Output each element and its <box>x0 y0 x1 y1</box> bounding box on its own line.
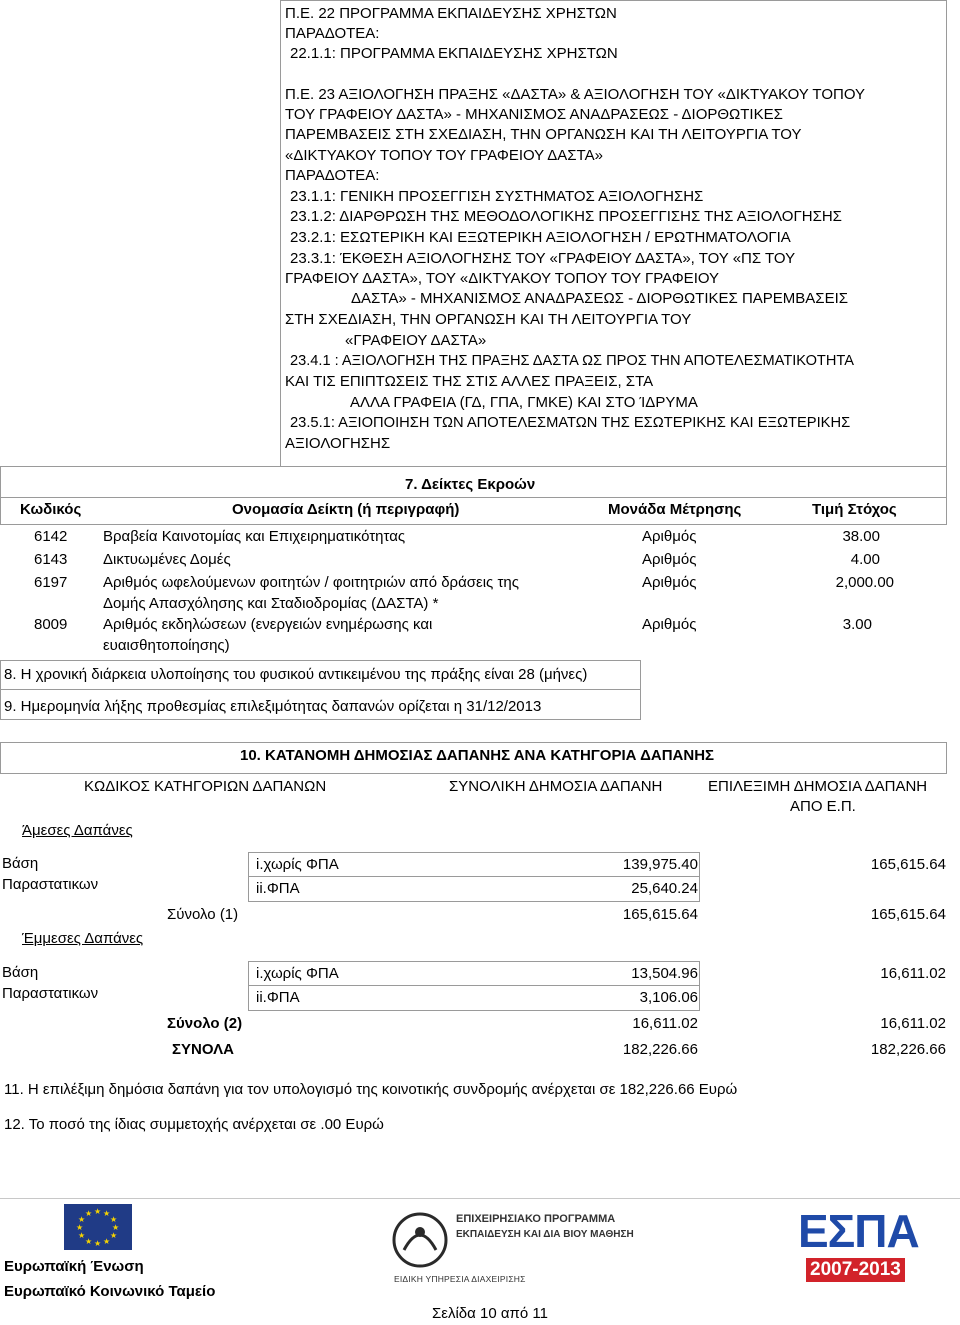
base-label: Βάση <box>2 855 39 872</box>
deliverables-label: ΠΑΡΑΔΟΤΕΑ: <box>285 25 380 42</box>
item-11: 11. Η επιλέξιμη δημόσια δαπάνη για τον υπολογισμό της κοινοτικής συνδρομής ανέρχεται σε 182,226.66 Ευρώ <box>4 1081 738 1098</box>
indicators-header-unit: Μονάδα Μέτρησης <box>608 501 742 518</box>
deliverables-label-2: ΠΑΡΑΔΟΤΕΑ: <box>285 167 380 184</box>
indicators-header-name: Ονομασία Δείκτη (ή περιγραφή) <box>232 501 460 518</box>
indicator-name: Βραβεία Καινοτομίας και Επιχειρηματικότητας <box>103 528 406 545</box>
sum-1-total: 165,615.64 <box>622 906 698 923</box>
sum-2-total: 16,611.02 <box>632 1015 698 1032</box>
vat-label: ii.ΦΠΑ <box>256 989 300 1006</box>
indicator-unit: Αριθμός <box>642 616 697 633</box>
deliverable-23-4-1: 23.4.1 : ΑΞΙΟΛΟΓΗΣΗ ΤΗΣ ΠΡΑΞΗΣ ΔΑΣΤΑ ΩΣ ΠΡΟΣ ΤΗΝ ΑΠΟΤΕΛΕΣΜΑΤΙΚΟΤΗΤΑ <box>290 353 854 369</box>
indicator-unit: Αριθμός <box>642 551 697 568</box>
indicators-header-code: Κωδικός <box>20 501 82 518</box>
deliverable-23-1-1: 23.1.1: ΓΕΝΙΚΗ ΠΡΟΣΕΓΓΙΣΗ ΣΥΣΤΗΜΑΤΟΣ ΑΞΙΟΛΟΓΗΣΗΣ <box>290 188 704 205</box>
excl-vat-label: i.χωρίς ΦΠΑ <box>256 856 339 873</box>
rule <box>248 985 700 986</box>
rule <box>248 901 700 902</box>
rule <box>248 961 700 962</box>
indicator-code: 8009 <box>34 616 68 633</box>
indicator-target: 2,000.00 <box>835 574 894 591</box>
allocation-header-eligible: ΕΠΙΛΕΞΙΜΗ ΔΗΜΟΣΙΑ ΔΑΠΑΝΗ <box>708 778 928 795</box>
sum-2-label: Σύνολο (2) <box>167 1015 243 1032</box>
indicator-code: 6143 <box>34 551 68 568</box>
indicator-target: 38.00 <box>842 528 880 545</box>
indirect-costs-label: Έμμεσες Δαπάνες <box>22 930 144 947</box>
rule <box>0 466 947 467</box>
rule <box>0 497 947 498</box>
deliverable-23-1-2: 23.1.2: ΔΙΑΡΘΡΩΣΗ ΤΗΣ ΜΕΘΟΔΟΛΟΓΙΚΗΣ ΠΡΟΣΕΓΓΙΣΗΣ ΤΗΣ ΑΞΙΟΛΟΓΗΣΗΣ <box>290 208 842 225</box>
deliverable-23-3-1: 23.3.1: ΈΚΘΕΣΗ ΑΞΙΟΛΟΓΗΣΗΣ ΤΟΥ «ΓΡΑΦΕΙΟΥ ΔΑΣΤΑ», ΤΟΥ «ΠΣ ΤΟΥ <box>290 250 796 267</box>
espa-years: 2007-2013 <box>806 1258 905 1282</box>
grand-total: 182,226.66 <box>622 1041 698 1058</box>
footer-eu-union: Ευρωπαϊκή Ένωση <box>4 1258 144 1275</box>
rule <box>640 660 641 720</box>
vat-label: ii.ΦΠΑ <box>256 880 300 897</box>
indicator-name-cont: ευαισθητοποίησης) <box>103 637 230 654</box>
rule <box>248 852 249 902</box>
espa-text: ΕΣΠΑ <box>798 1205 919 1257</box>
rule <box>0 773 947 774</box>
item-12: 12. Το ποσό της ίδιας συμμετοχής ανέρχεται σε .00 Ευρώ <box>4 1116 384 1133</box>
page-number: Σελίδα 10 από 11 <box>432 1305 548 1322</box>
programme-line-1: ΕΠΙΧΕΙΡΗΣΙΑΚΟ ΠΡΟΓΡΑΜΜΑ <box>456 1213 616 1225</box>
wp22-title: Π.Ε. 22 ΠΡΟΓΡΑΜΜΑ ΕΚΠΑΙΔΕΥΣΗΣ ΧΡΗΣΤΩΝ <box>285 5 617 22</box>
indicators-header-target: Τιμή Στόχος <box>812 501 897 518</box>
programme-line-2: ΕΚΠΑΙΔΕΥΣΗ ΚΑΙ ΔΙΑ ΒΙΟΥ ΜΑΘΗΣΗ <box>456 1229 634 1240</box>
rule <box>0 466 1 525</box>
deliverable-23-4-1-l2: ΚΑΙ ΤΙΣ ΕΠΙΠΤΩΣΕΙΣ ΤΗΣ ΣΤΙΣ ΑΛΛΕΣ ΠΡΑΞΕΙΣ, ΣΤΑ <box>285 373 654 390</box>
rule <box>0 719 640 720</box>
programme-emblem-icon <box>390 1210 450 1270</box>
rule <box>699 852 700 902</box>
indirect-excl-vat-total: 13,504.96 <box>631 965 698 982</box>
indicator-name-cont: Δομής Απασχόλησης και Σταδιοδρομίας (ΔΑΣΤΑ) * <box>103 595 439 612</box>
deliverable-23-2-1: 23.2.1: ΕΣΩΤΕΡΙΚΗ ΚΑΙ ΕΞΩΤΕΡΙΚΗ ΑΞΙΟΛΟΓΗΣΗ / ΕΡΩΤΗΜΑΤΟΛΟΓΙΑ <box>290 229 791 246</box>
deliverable-23-3-1-l5: «ΓΡΑΦΕΙΟΥ ΔΑΣΤΑ» <box>345 332 487 349</box>
sum-1-label: Σύνολο (1) <box>167 906 239 923</box>
deliverable-23-4-1-l3: ΑΛΛΑ ΓΡΑΦΕΙΑ (ΓΔ, ΓΠΑ, ΓΜΚΕ) ΚΑΙ ΣΤΟ ΊΔΡΥΜΑ <box>350 394 698 411</box>
wp23-title: Π.Ε. 23 ΑΞΙΟΛΟΓΗΣΗ ΠΡΑΞΗΣ «ΔΑΣΤΑ» & ΑΞΙΟΛΟΓΗΣΗ ΤΟΥ «ΔΙΚΤΥΑΚΟΥ ΤΟΠΟΥ <box>285 86 866 103</box>
indicator-unit: Αριθμός <box>642 574 697 591</box>
base-label-2: Παραστατικων <box>2 985 99 1002</box>
rule <box>0 524 947 525</box>
deliverable-23-3-1-l2: ΓΡΑΦΕΙΟΥ ΔΑΣΤΑ», ΤΟΥ «ΔΙΚΤΥΑΚΟΥ ΤΟΠΟΥ ΤΟΥ ΓΡΑΦΕΙΟΥ <box>285 270 720 287</box>
operational-programme-logo <box>390 1210 645 1300</box>
footer-rule <box>0 1198 960 1199</box>
rule <box>0 689 640 690</box>
excl-vat-label: i.χωρίς ΦΠΑ <box>256 965 339 982</box>
rule <box>0 660 1 720</box>
indicator-code: 6142 <box>34 528 68 545</box>
rule <box>248 876 700 877</box>
direct-costs-label: Άμεσες Δαπάνες <box>22 822 133 839</box>
wp23-title-4: «ΔΙΚΤΥΑΚΟΥ ΤΟΠΟΥ ΤΟΥ ΓΡΑΦΕΙΟΥ ΔΑΣΤΑ» <box>285 147 603 164</box>
sum-1-eligible: 165,615.64 <box>870 906 946 923</box>
item-9: 9. Ημερομηνία λήξης προθεσμίας επιλεξιμότητας δαπανών ορίζεται η 31/12/2013 <box>4 698 542 715</box>
indicator-name: Δικτυωμένες Δομές <box>103 551 231 568</box>
direct-vat-total: 25,640.24 <box>631 880 698 897</box>
grand-eligible: 182,226.66 <box>870 1041 946 1058</box>
rule <box>0 660 640 661</box>
deliverable-23-3-1-l4: ΣΤΗ ΣΧΕΔΙΑΣΗ, ΤΗΝ ΟΡΓΑΝΩΣΗ ΚΑΙ ΤΗ ΛΕΙΤΟΥΡΓΙΑ ΤΟΥ <box>285 311 692 328</box>
deliverable-23-5-1: 23.5.1: ΑΞΙΟΠΟΙΗΣΗ ΤΩΝ ΑΠΟΤΕΛΕΣΜΑΤΩΝ ΤΗΣ ΕΣΩΤΕΡΙΚΗΣ ΚΑΙ ΕΞΩΤΕΡΙΚΗΣ <box>290 415 851 431</box>
allocation-title: 10. ΚΑΤΑΝΟΜΗ ΔΗΜΟΣΙΑΣ ΔΑΠΑΝΗΣ ΑΝΑ ΚΑΤΗΓΟΡΙΑ ΔΑΠΑΝΗΣ <box>240 747 715 764</box>
base-label-2: Παραστατικων <box>2 876 99 893</box>
programme-line-3: ΕΙΔΙΚΗ ΥΠΗΡΕΣΙΑ ΔΙΑΧΕΙΡΙΣΗΣ <box>394 1274 526 1284</box>
espa-logo <box>798 1206 946 1294</box>
deliverable-23-5-1-l2: ΑΞΙΟΛΟΓΗΣΗΣ <box>285 435 391 452</box>
rule <box>0 742 1 774</box>
rule <box>699 961 700 1011</box>
rule <box>248 961 249 1011</box>
rule <box>946 742 947 774</box>
indicator-code: 6197 <box>34 574 68 591</box>
allocation-header-category: ΚΩΔΙΚΟΣ ΚΑΤΗΓΟΡΙΩΝ ΔΑΠΑΝΩΝ <box>84 778 327 795</box>
deliverable-23-3-1-l3: ΔΑΣΤΑ» - ΜΗΧΑΝΙΣΜΟΣ ΑΝΑΔΡΑΣΕΩΣ - ΔΙΟΡΘΩΤΙΚΕΣ ΠΑΡΕΜΒΑΣΕΙΣ <box>351 290 849 307</box>
rule <box>248 1010 700 1011</box>
base-label: Βάση <box>2 964 39 981</box>
eu-flag-icon: ★ ★ ★ ★ ★ ★ ★ ★ ★ ★ ★ ★ <box>64 1204 132 1250</box>
item-8: 8. Η χρονική διάρκεια υλοποίησης του φυσικού αντικειμένου της πράξης είναι 28 (μήνες) <box>4 666 588 683</box>
rule <box>0 742 947 743</box>
indicator-target: 4.00 <box>850 551 880 568</box>
indicator-unit: Αριθμός <box>642 528 697 545</box>
rule <box>946 466 947 525</box>
rule <box>248 852 700 853</box>
indirect-eligible: 16,611.02 <box>880 965 946 982</box>
wp23-title-3: ΠΑΡΕΜΒΑΣΕΙΣ ΣΤΗ ΣΧΕΔΙΑΣΗ, ΤΗΝ ΟΡΓΑΝΩΣΗ ΚΑΙ ΤΗ ΛΕΙΤΟΥΡΓΙΑ ΤΟΥ <box>285 126 802 143</box>
indicator-name: Αριθμός εκδηλώσεων (ενεργειών ενημέρωσης και <box>103 616 433 633</box>
allocation-header-total: ΣΥΝΟΛΙΚΗ ΔΗΜΟΣΙΑ ΔΑΠΑΝΗ <box>449 778 663 795</box>
direct-excl-vat-total: 139,975.40 <box>622 856 698 873</box>
indicator-name: Αριθμός ωφελούμενων φοιτητών / φοιτητριών από δράσεις της <box>103 574 519 591</box>
indirect-vat-total: 3,106.06 <box>639 989 698 1006</box>
deliverable-22-1-1: 22.1.1: ΠΡΟΓΡΑΜΜΑ ΕΚΠΑΙΔΕΥΣΗΣ ΧΡΗΣΤΩΝ <box>290 45 618 62</box>
sum-2-eligible: 16,611.02 <box>880 1015 946 1032</box>
direct-eligible: 165,615.64 <box>870 856 946 873</box>
indicator-target: 3.00 <box>842 616 872 633</box>
allocation-header-eligible-2: ΑΠΟ Ε.Π. <box>790 798 856 815</box>
work-packages-box <box>280 0 947 466</box>
indicators-title: 7. Δείκτες Εκροών <box>405 476 536 493</box>
grand-total-label: ΣΥΝΟΛΑ <box>172 1041 234 1058</box>
footer-eu-fund: Ευρωπαϊκό Κοινωνικό Ταμείο <box>4 1283 216 1300</box>
wp23-title-2: ΤΟΥ ΓΡΑΦΕΙΟΥ ΔΑΣΤΑ» - ΜΗΧΑΝΙΣΜΟΣ ΑΝΑΔΡΑΣΕΩΣ - ΔΙΟΡΘΩΤΙΚΕΣ <box>285 106 783 123</box>
